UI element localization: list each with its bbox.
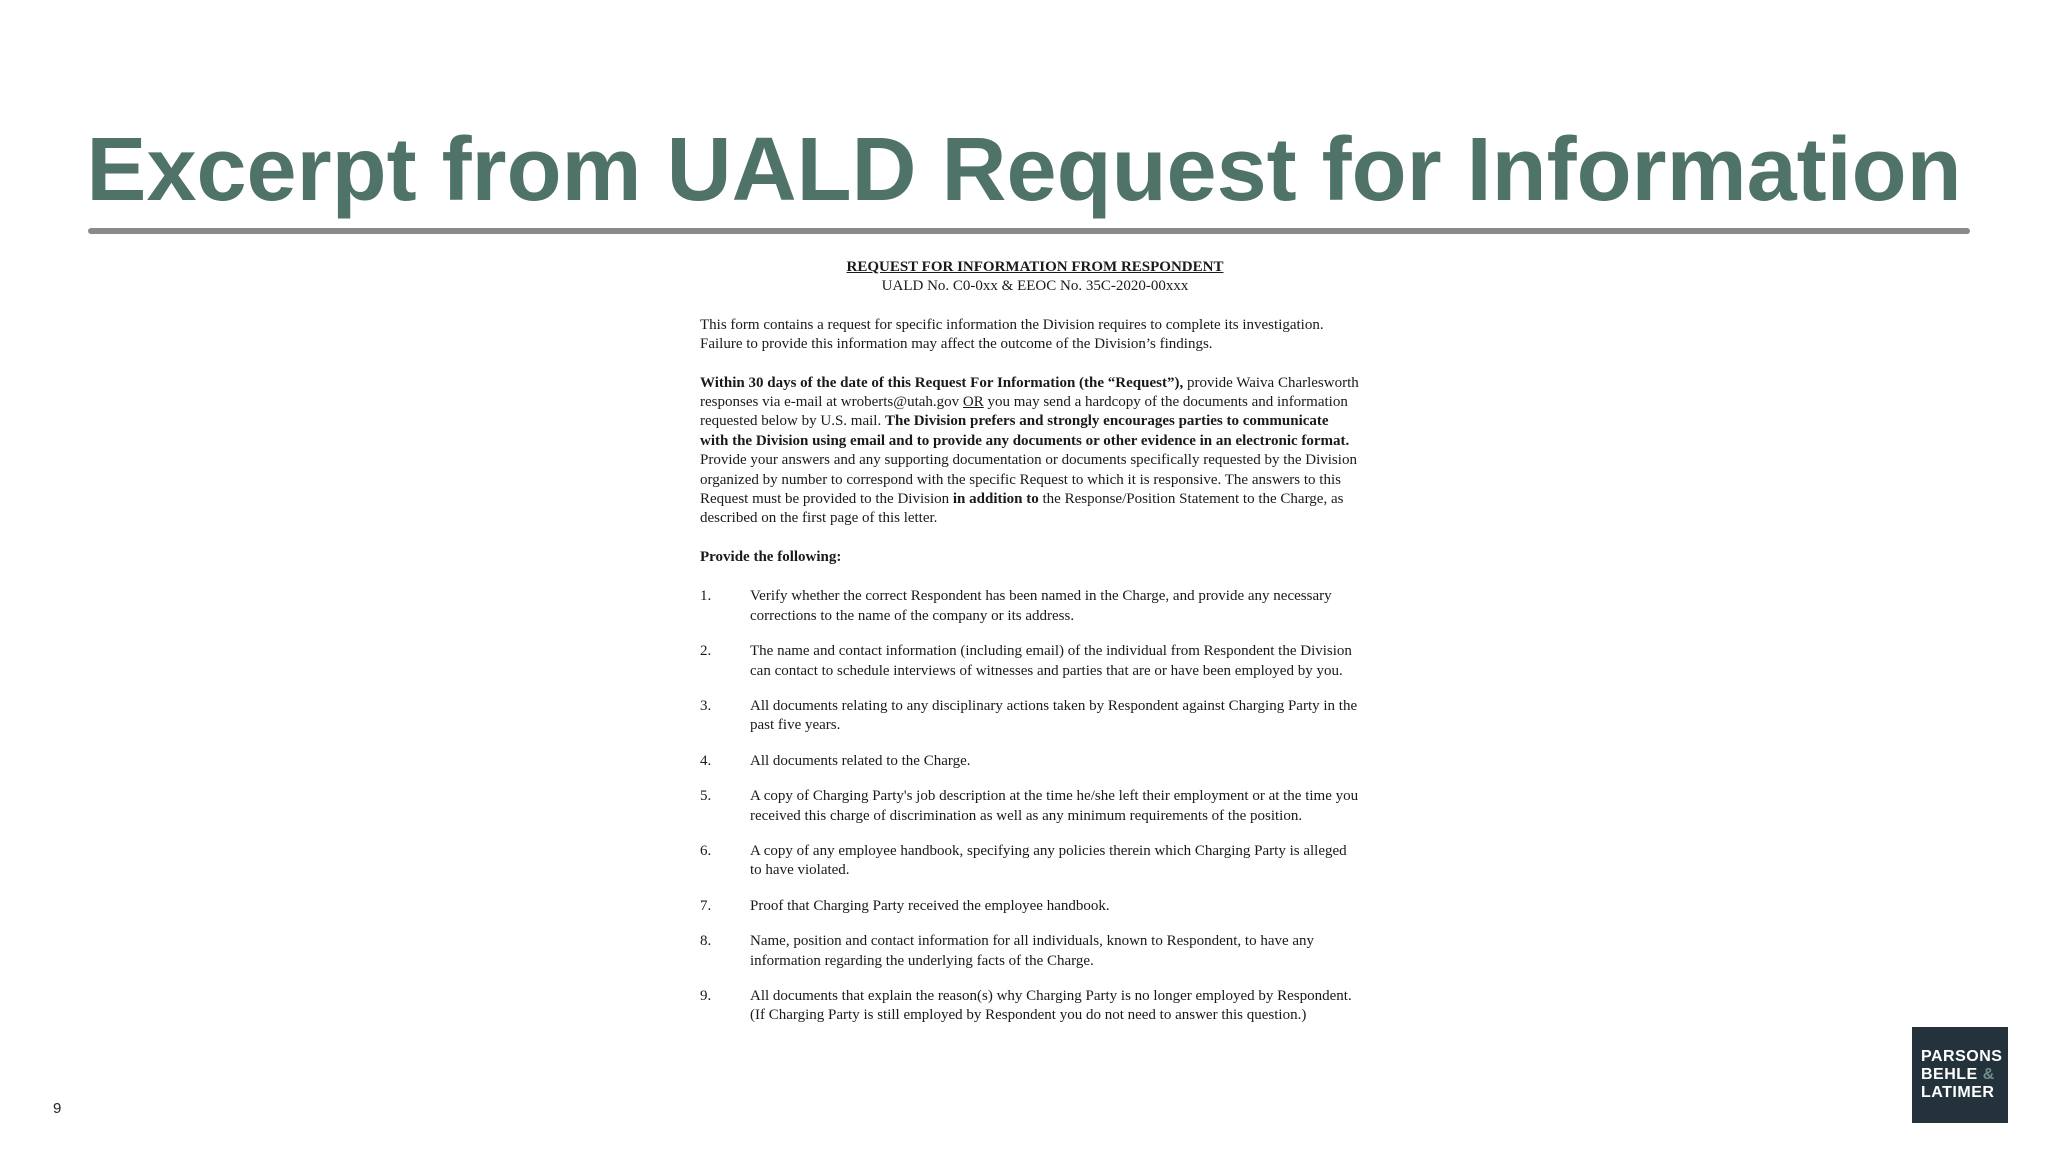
list-item	[700, 842, 1360, 881]
title-divider	[88, 228, 1970, 234]
item-text: The name and contact information (including email) of the individual from Respondent the Division can contact to schedule interviews of witnesses and parties that are or have been employed by you.	[750, 643, 1352, 679]
request-list	[700, 587, 1360, 1026]
document-excerpt	[700, 258, 1360, 1042]
logo-line-2	[1921, 1066, 2008, 1084]
page-number: 9	[53, 1100, 62, 1117]
logo-line-3: LATIMER	[1921, 1084, 1995, 1101]
list-item	[700, 587, 1360, 626]
list-item	[700, 697, 1360, 736]
instructions-text-2: you may send a hardcopy of the documents and information requested below by U.S. mail.	[700, 394, 1348, 430]
item-text: All documents relating to any disciplinary actions taken by Respondent against Charging Party in the past five years.	[750, 697, 1358, 734]
intro-paragraph: This form contains a request for specific information the Division requires to complete its investigation. Failure to provide this information may affect the outcome of the Division’s findings.	[700, 316, 1324, 353]
item-text: Verify whether the correct Respondent has been named in the Charge, and provide any necessary corrections to the name of the company or its address.	[750, 588, 1332, 624]
document-case-number: UALD No. C0-0xx & EEOC No. 35C-2020-00xxx	[881, 278, 1189, 295]
instructions-text-1: provide Waiva Charlesworth responses via e-mail at wroberts@utah.gov	[700, 374, 1359, 411]
preference-text: The Division prefers and strongly encourages parties to communicate with the Division using email and to provide any documents or other evidence in an electronic format.	[700, 413, 1350, 449]
item-text: Name, position and contact information for all individuals, known to Respondent, to have any information regarding the underlying facts of the Charge.	[750, 933, 1315, 969]
item-text: All documents related to the Charge.	[750, 752, 971, 769]
item-text: A copy of Charging Party's job description at the time he/she left their employment or at the time you received this charge of discrimination as well as any minimum requirements of the position.	[750, 788, 1359, 824]
document-header	[710, 258, 1360, 297]
slide-title: Excerpt from UALD Request for Information	[86, 120, 1962, 220]
in-addition-text: in addition to	[952, 491, 1039, 508]
item-number: 5.	[700, 788, 712, 805]
item-number: 4.	[700, 752, 712, 769]
item-number: 6.	[700, 842, 712, 859]
item-number: 3.	[700, 697, 712, 714]
instructions-text-3: Provide your answers and any supporting documentation or documents specifically requested by the Division organized by number to correspond with the specific Request to which it is responsive. The answers to this Request must be provided to the Division	[700, 452, 1357, 508]
item-number: 8.	[700, 933, 712, 950]
item-number: 2.	[700, 643, 712, 660]
company-logo	[1912, 1027, 2008, 1123]
document-heading: REQUEST FOR INFORMATION FROM RESPONDENT	[846, 259, 1224, 275]
item-text: All documents that explain the reason(s) why Charging Party is no longer employed by Respondent. (If Charging Party is still employed by Respondent you do not need to answer this question.)	[750, 987, 1352, 1024]
list-item	[700, 987, 1360, 1026]
list-item	[700, 642, 1360, 681]
list-item	[700, 787, 1360, 826]
item-number: 1.	[700, 588, 712, 605]
logo-line-1: PARSONS	[1921, 1048, 2003, 1065]
deadline-text: Within 30 days of the date of this Request For Information (the “Request”),	[700, 374, 1184, 391]
item-number: 7.	[700, 897, 712, 914]
instructions-text-4: the Response/Position Statement to the Charge, as described on the first page of this letter.	[700, 491, 1344, 527]
logo-line-2-word: BEHLE	[1921, 1066, 1978, 1083]
instructions-paragraph	[700, 374, 1360, 529]
list-item	[700, 752, 1360, 771]
item-text: A copy of any employee handbook, specifying any policies therein which Charging Party is alleged to have violated.	[750, 842, 1347, 879]
list-item	[700, 932, 1360, 971]
provide-heading: Provide the following:	[700, 548, 842, 565]
item-text: Proof that Charging Party received the employee handbook.	[750, 897, 1110, 914]
logo-ampersand: &	[1982, 1066, 1995, 1083]
or-text: OR	[962, 394, 984, 411]
list-item	[700, 897, 1360, 916]
item-number: 9.	[700, 987, 712, 1004]
